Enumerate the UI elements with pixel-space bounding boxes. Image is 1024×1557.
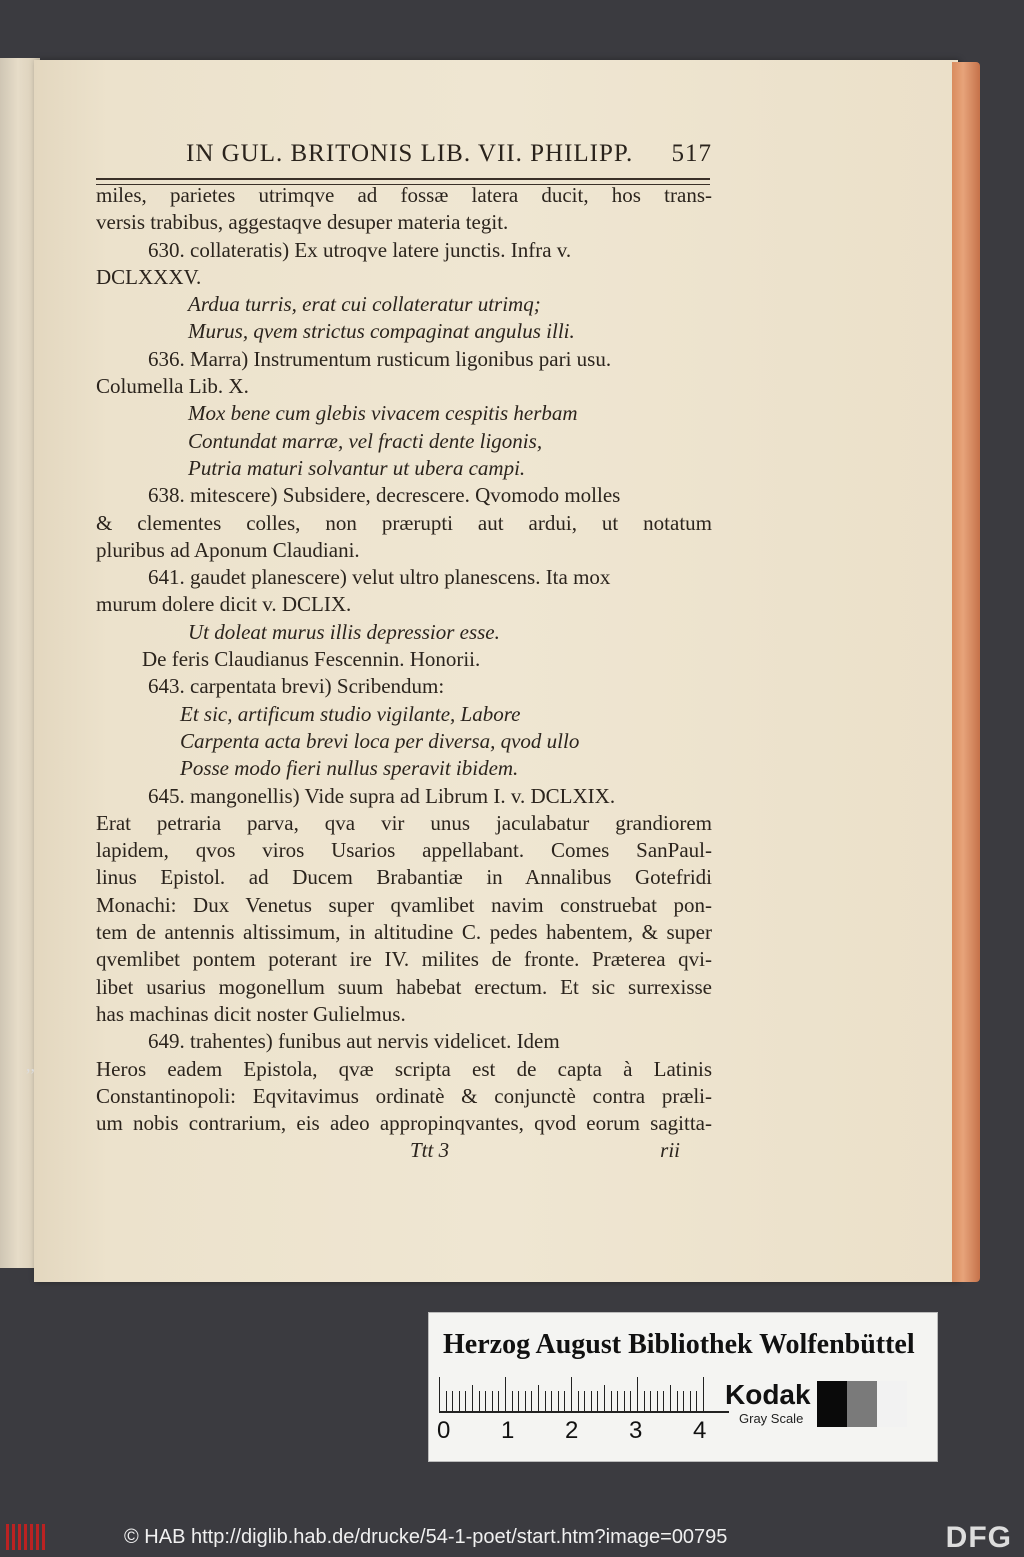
text-line: 643. carpentata brevi) Scribendum: <box>148 674 445 699</box>
page-footer <box>410 1138 680 1166</box>
text-line: & clementes colles, non prærupti aut ardui, ut notatum <box>96 510 712 535</box>
ruler-number: 1 <box>501 1417 515 1444</box>
body-text <box>96 182 712 1137</box>
text-line: DCLXXXV. <box>96 264 202 289</box>
ruler-tick <box>452 1391 453 1411</box>
text-line: Posse modo fieri nullus speravit ibidem. <box>180 756 519 781</box>
viewer-footer-bar <box>0 1518 1024 1557</box>
text-line: Contundat marræ, vel fracti dente ligonis, <box>188 428 543 453</box>
dfg-logo: DFG <box>945 1521 1012 1554</box>
text-line: 636. Marra) Instrumentum rusticum ligonibus pari usu. <box>148 346 612 371</box>
text-line: Monachi: Dux Venetus super qvamlibet navim construebat pon- <box>96 892 712 917</box>
text-line: 649. trahentes) funibus aut nervis videlicet. Idem <box>148 1029 560 1054</box>
ruler-tick <box>531 1391 532 1411</box>
color-calibration-card <box>428 1312 938 1462</box>
ruler-tick <box>564 1391 565 1411</box>
margin-mark: ,, <box>26 1055 35 1075</box>
ruler-tick <box>505 1377 506 1411</box>
ruler-tick <box>498 1391 499 1411</box>
gray-swatches <box>817 1381 907 1427</box>
text-line: Ardua turris, erat cui collateratur utrimq; <box>188 292 541 317</box>
ruler-tick <box>465 1391 466 1411</box>
gray-scale-label: Gray Scale <box>739 1411 804 1426</box>
ruler-number: 4 <box>693 1417 707 1444</box>
ruler-number: 0 <box>437 1417 451 1444</box>
text-line: miles, parietes utrimqve ad fossæ latera ducit, hos trans- <box>96 183 712 207</box>
ruler-tick <box>525 1391 526 1411</box>
catchword: rii <box>660 1138 680 1162</box>
ruler-tick <box>637 1377 638 1411</box>
ruler-tick <box>578 1391 579 1411</box>
text-line: versis trabibus, aggestaqve desuper materia tegit. <box>96 210 509 235</box>
ruler-tick <box>446 1391 447 1411</box>
ruler-tick <box>512 1391 513 1411</box>
text-line: 630. collateratis) Ex utroqve latere junctis. Infra v. <box>148 237 572 262</box>
kodak-logo: Kodak <box>725 1379 811 1410</box>
ruler-numbers <box>439 1417 729 1447</box>
text-line: Columella Lib. X. <box>96 374 249 399</box>
ruler-number: 3 <box>629 1417 643 1444</box>
page-stack-edge <box>952 62 980 1282</box>
text-line: 638. mitescere) Subsidere, decrescere. Qvomodo molles <box>148 483 621 508</box>
ruler-tick <box>630 1391 631 1411</box>
text-line: has machinas dicit noster Gulielmus. <box>96 1001 406 1026</box>
text-line: lapidem, qvos viros Usarios appellabant. Comes SanPaul- <box>96 838 712 863</box>
ruler-tick <box>657 1391 658 1411</box>
ruler-tick <box>485 1391 486 1411</box>
ruler-tick <box>624 1391 625 1411</box>
text-line: Constantinopoli: Eqvitavimus ordinatè & conjunctè contra præli- <box>96 1083 712 1108</box>
ruler-tick <box>597 1391 598 1411</box>
ruler-tick <box>472 1385 473 1411</box>
text-line: um nobis contrarium, eis adeo appropinqvantes, qvod eorum sagitta- <box>96 1111 712 1136</box>
text-line: qvemlibet pontem poterant ire IV. milites de fronte. Præterea qvi- <box>96 947 712 972</box>
library-name: Herzog August Bibliothek Wolfenbüttel <box>443 1329 915 1360</box>
ruler-tick <box>479 1391 480 1411</box>
gray-swatch <box>877 1381 907 1427</box>
ruler-tick <box>670 1385 671 1411</box>
text-line: linus Epistol. ad Ducem Brabantiæ in Annalibus Gotefridi <box>96 865 712 890</box>
ruler-tick <box>492 1391 493 1411</box>
text-line: tem de antennis altissimum, in altitudine C. pedes habentem, & super <box>96 920 712 945</box>
ruler-tick <box>518 1391 519 1411</box>
ruler-tick <box>551 1391 552 1411</box>
ruler-tick <box>644 1391 645 1411</box>
copyright-link[interactable]: © HAB http://diglib.hab.de/drucke/54-1-poet/start.htm?image=00795 <box>124 1526 728 1548</box>
ruler-tick <box>677 1391 678 1411</box>
ruler-tick <box>703 1377 704 1411</box>
scale-ruler <box>439 1377 729 1413</box>
text-line: Putria maturi solvantur ut ubera campi. <box>188 455 526 480</box>
gray-swatch <box>847 1381 877 1427</box>
text-line: Murus, qvem strictus compaginat angulus illi. <box>188 319 575 344</box>
text-line: Et sic, artificum studio vigilante, Labore <box>180 701 521 726</box>
barcode-icon <box>6 1524 46 1550</box>
ruler-tick <box>690 1391 691 1411</box>
ruler-tick <box>571 1377 572 1411</box>
ruler-tick <box>650 1391 651 1411</box>
ruler-tick <box>604 1385 605 1411</box>
ruler-tick <box>584 1391 585 1411</box>
running-header <box>186 140 712 170</box>
ruler-tick <box>611 1391 612 1411</box>
ruler-tick <box>663 1391 664 1411</box>
ruler-number: 2 <box>565 1417 579 1444</box>
ruler-tick <box>683 1391 684 1411</box>
text-line: Mox bene cum glebis vivacem cespitis herbam <box>188 401 578 426</box>
text-line: Carpenta acta brevi loca per diversa, qvod ullo <box>180 728 580 753</box>
page-number: 517 <box>671 140 712 167</box>
ruler-tick <box>459 1391 460 1411</box>
text-line: 645. mangonellis) Vide supra ad Librum I. v. DCLXIX. <box>148 783 616 808</box>
ruler-tick <box>538 1385 539 1411</box>
ruler-tick <box>439 1377 440 1411</box>
gray-swatch <box>817 1381 847 1427</box>
running-title: IN GUL. BRITONIS LIB. VII. PHILIPP. <box>186 140 634 167</box>
text-line: 641. gaudet planescere) velut ultro planescens. Ita mox <box>148 565 611 590</box>
ruler-tick <box>696 1391 697 1411</box>
text-line: Erat petraria parva, qva vir unus jaculabatur grandiorem <box>96 810 712 835</box>
text-line: De feris Claudianus Fescennin. Honorii. <box>142 647 481 672</box>
text-line: libet usarius mogonellum suum habebat erectum. Et sic surrexisse <box>96 974 712 999</box>
text-line: Heros eadem Epistola, qvæ scripta est de capta à Latinis <box>96 1056 712 1081</box>
signature-mark: Ttt 3 <box>410 1138 450 1162</box>
ruler-tick <box>591 1391 592 1411</box>
ruler-tick <box>617 1391 618 1411</box>
text-line: murum dolere dicit v. DCLIX. <box>96 592 352 617</box>
ruler-tick <box>545 1391 546 1411</box>
text-line: pluribus ad Aponum Claudiani. <box>96 537 360 562</box>
text-line: Ut doleat murus illis depressior esse. <box>188 619 500 644</box>
ruler-tick <box>558 1391 559 1411</box>
